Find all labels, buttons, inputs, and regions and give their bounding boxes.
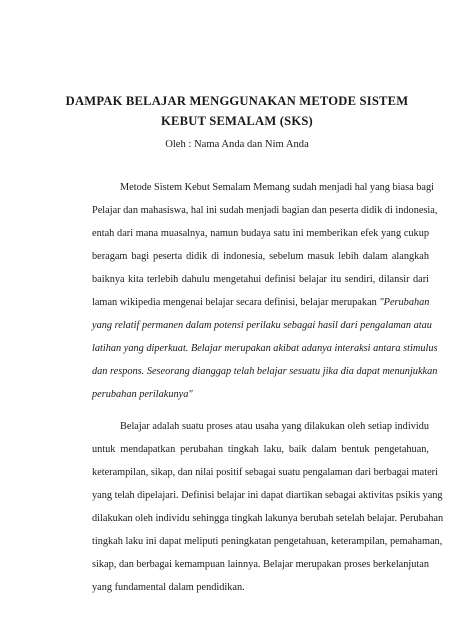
paragraph-2-line: keterampilan, sikap, dan nilai positif sebagai suatu pengalaman dari berbagai materi <box>92 467 438 478</box>
paragraph-1-quote-line: perubahan perilakunya" <box>92 389 193 400</box>
paragraph-2-line: untuk mendapatkan perubahan tingkah laku, baik dalam bentuk pengetahuan, <box>92 444 429 455</box>
paragraph-1-quote-start: "Perubahan <box>379 297 430 308</box>
paragraph-1-quote-line: dan respons. Seseorang dianggap telah belajar sesuatu jika dia dapat menunjukkan <box>92 366 438 377</box>
paragraph-1-line: baiknya kita terlebih dahulu mengetahui definisi belajar itu sendiri, dilansir dari <box>92 274 429 285</box>
paragraph-1-mixed-line <box>92 297 429 309</box>
paragraph-2-line: yang fundamental dalam pendidikan. <box>92 582 245 593</box>
paragraph-1-quote-line: latihan yang diperkuat. Belajar merupakan akibat adanya interaksi antara stimulus <box>92 343 438 354</box>
document-title-line-1: DAMPAK BELAJAR MENGGUNAKAN METODE SISTEM <box>65 94 409 108</box>
paragraph-2-line: yang telah dipelajari. Definisi belajar ini dapat diartikan sebagai aktivitas psikis yang <box>92 490 443 501</box>
author-line: Oleh : Nama Anda dan Nim Anda <box>165 139 309 150</box>
paragraph-1-text: laman wikipedia mengenai belajar secara definisi, belajar merupakan <box>92 297 377 308</box>
paragraph-2-line: Belajar adalah suatu proses atau usaha yang dilakukan oleh setiap individu <box>120 421 429 432</box>
paragraph-1-line: entah dari mana muasalnya, namun budaya satu ini memberikan efek yang cukup <box>92 228 429 239</box>
paragraph-1-line: Pelajar dan mahasiswa, hal ini sudah menjadi bagian dan peserta didik di indonesia, <box>92 205 438 216</box>
paragraph-1-quote-line: yang relatif permanen dalam potensi perilaku sebagai hasil dari pengalaman atau <box>92 320 432 331</box>
paragraph-1-line: beragam bagi peserta didik di indonesia, sebelum masuk lebih dalam alangkah <box>92 251 429 262</box>
paragraph-2-line: dilakukan oleh individu sehingga tingkah lakunya berubah setelah belajar. Perubahan <box>92 513 444 524</box>
paragraph-2-line: tingkah laku ini dapat meliputi peningkatan pengetahuan, keterampilan, pemahaman, <box>92 536 443 547</box>
document-title-line-2: KEBUT SEMALAM (SKS) <box>161 114 313 128</box>
paragraph-1-line: Metode Sistem Kebut Semalam Memang sudah menjadi hal yang biasa bagi <box>120 182 434 193</box>
paragraph-2-line: sikap, dan berbagai kemampuan lainnya. Belajar merupakan proses berkelanjutan <box>92 559 429 570</box>
